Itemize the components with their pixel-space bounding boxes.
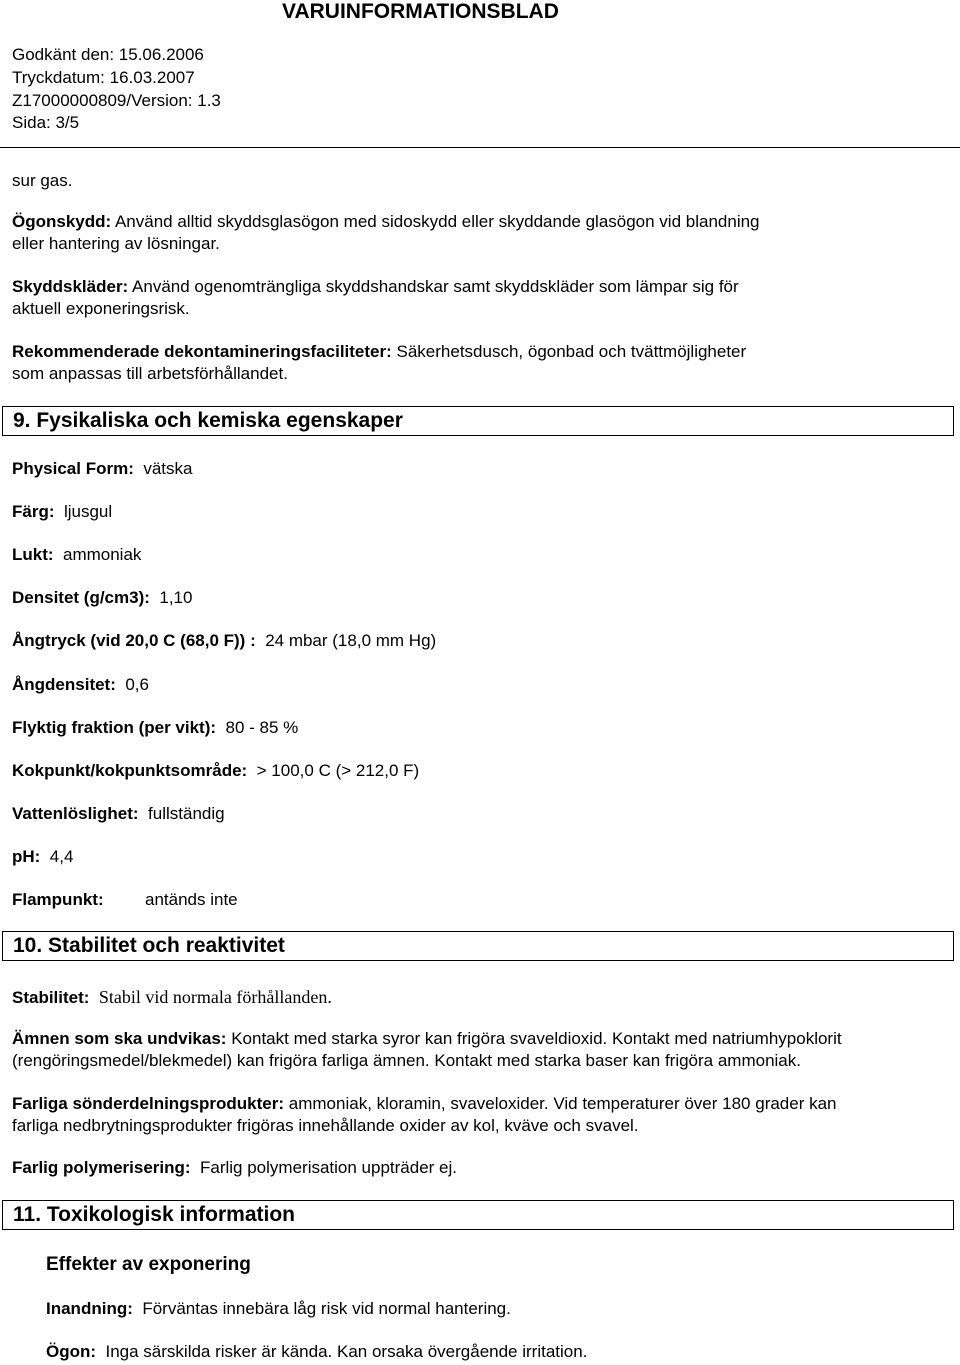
flash-point-field [12,889,238,911]
materials-to-avoid-label: Ämnen som ska undvikas: [12,1029,227,1048]
volatile-fraction-label: Flyktig fraktion (per vikt): [12,718,217,737]
decomposition-products-paragraph [12,1093,942,1137]
section-10-heading [2,931,954,961]
vapor-pressure-field [12,630,436,652]
decontamination-paragraph [12,341,942,385]
protective-clothing-paragraph [12,276,942,320]
decomposition-products-label: Farliga sönderdelningsprodukter: [12,1094,285,1113]
eye-protection-text: Använd alltid skyddsglasögon med sidoskydd eller skyddande glasögon vid blandning [114,212,760,231]
boiling-point-field [12,760,419,782]
section-10-title: 10. Stabilitet och reaktivitet [13,934,285,957]
polymerization-label: Farlig polymerisering: [12,1158,191,1177]
flash-point-label: Flampunkt: [12,890,104,909]
polymerization-field [12,1157,457,1179]
vapor-density-value: 0,6 [125,675,149,694]
stability-label: Stabilitet: [12,988,90,1007]
exposure-effects-subheading: Effekter av exponering [46,1254,251,1275]
decomposition-products-text-2: farliga nedbrytningsprodukter frigöras innehållande oxider av kol, kväve och svavel. [12,1116,639,1135]
polymerization-value: Farlig polymerisation uppträder ej. [200,1158,458,1177]
stability-value: Stabil vid normala förhållanden. [98,987,332,1007]
water-solubility-label: Vattenlöslighet: [12,804,139,823]
inhalation-label: Inandning: [46,1299,133,1318]
inhalation-field [46,1298,511,1320]
flash-point-value: antänds inte [145,890,238,909]
volatile-fraction-value: 80 - 85 % [225,718,299,737]
boiling-point-value: > 100,0 C (> 212,0 F) [256,761,420,780]
ph-label: pH: [12,847,41,866]
stability-field [12,986,332,1009]
decomposition-products-text: ammoniak, kloramin, svaveloxider. Vid temperaturer över 180 grader kan [288,1094,837,1113]
boiling-point-label: Kokpunkt/kokpunktsområde: [12,761,248,780]
eyes-field [46,1341,587,1363]
physical-form-field [12,458,192,480]
odor-label: Lukt: [12,545,54,564]
eyes-label: Ögon: [46,1342,97,1361]
vapor-pressure-value: 24 mbar (18,0 mm Hg) [265,631,437,650]
approved-date: Godkänt den: 15.06.2006 [12,45,204,64]
protective-clothing-text-2: aktuell exponeringsrisk. [12,299,190,318]
continued-text [12,170,942,192]
eye-protection-paragraph [12,211,942,255]
color-label: Färg: [12,502,55,521]
color-value: ljusgul [63,502,113,521]
document-title: VARUINFORMATIONSBLAD [282,0,559,23]
volatile-fraction-field [12,717,298,739]
section-11-heading [2,1200,954,1230]
continued-line: sur gas. [12,171,73,190]
density-value: 1,10 [159,588,193,607]
page-number: Sida: 3/5 [12,113,80,132]
version-number: Z17000000809/Version: 1.3 [12,91,221,110]
vapor-pressure-label: Ångtryck (vid 20,0 C (68,0 F)) : [12,631,256,650]
protective-clothing-text: Använd ogenomträngliga skyddshandskar samt skyddskläder som lämpar sig för [132,277,739,296]
protective-clothing-label: Skyddskläder: [12,277,129,296]
eye-protection-label: Ögonskydd: [12,212,112,231]
materials-to-avoid-paragraph [12,1028,942,1072]
section-11-title: 11. Toxikologisk information [13,1203,295,1226]
density-field [12,587,192,609]
ph-value: 4,4 [49,847,74,866]
section-9-heading [2,406,954,436]
water-solubility-field [12,803,225,825]
print-date: Tryckdatum: 16.03.2007 [12,68,195,87]
physical-form-label: Physical Form: [12,459,134,478]
water-solubility-value: fullständig [148,804,225,823]
section-9-title: 9. Fysikaliska och kemiska egenskaper [13,409,403,432]
physical-form-value: vätska [143,459,193,478]
decontamination-text: Säkerhetsdusch, ögonbad och tvättmöjligheter [396,342,747,361]
density-label: Densitet (g/cm3): [12,588,150,607]
materials-to-avoid-text: Kontakt med starka syror kan frigöra svaveldioxid. Kontakt med natriumhypoklorit [231,1029,842,1048]
eyes-value: Inga särskilda risker är kända. Kan orsaka övergående irritation. [105,1342,588,1361]
odor-value: ammoniak [63,545,142,564]
color-field [12,501,112,523]
materials-to-avoid-text-2: (rengöringsmedel/blekmedel) kan frigöra farliga ämnen. Kontakt med starka baser kan frigöra ammoniak. [12,1051,801,1070]
odor-field [12,544,141,566]
vapor-density-field [12,674,149,696]
decontamination-label: Rekommenderade dekontamineringsfaciliteter: [12,342,392,361]
eye-protection-text-2: eller hantering av lösningar. [12,234,220,253]
vapor-density-label: Ångdensitet: [12,675,116,694]
header-divider [0,147,960,148]
inhalation-value: Förväntas innebära låg risk vid normal hantering. [142,1299,511,1318]
decontamination-text-2: som anpassas till arbetsförhållandet. [12,364,288,383]
ph-field [12,846,73,868]
